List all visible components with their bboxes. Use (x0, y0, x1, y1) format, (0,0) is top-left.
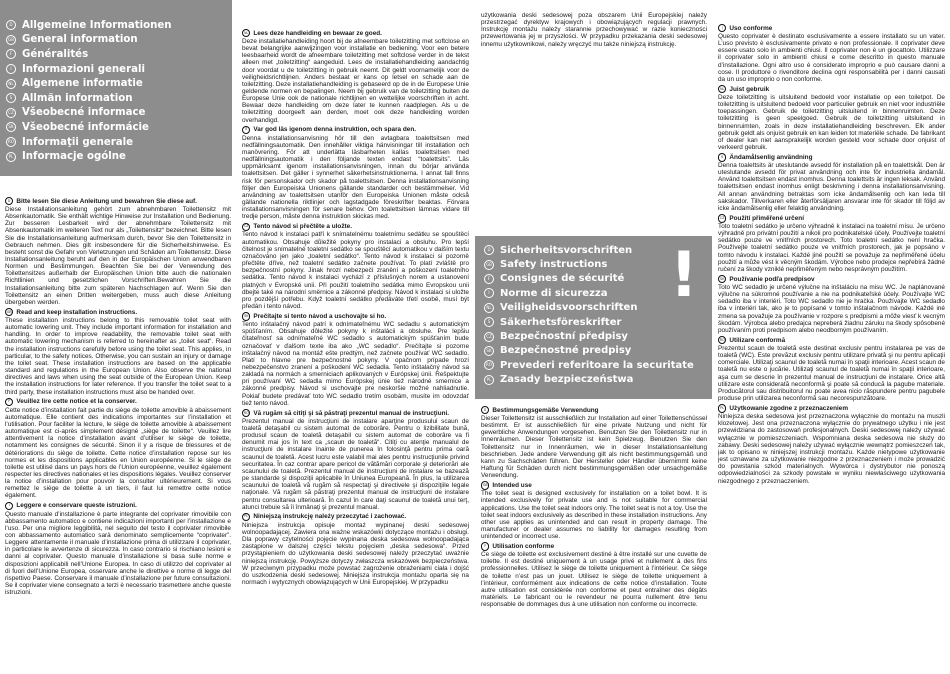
section-body: Prezentul manual de instrucţiuni de instalare aparţine produsului scaun de toaletă detaşabil cu sistem automat de coborâre. Pentru o lizibilitate bună, produsul scaun de toaletă detaşabil cu sistem automat de coborâre va fi denumit mai jos în text ca „scaun de toaletă“. Citiţi cu atenţie manualul de instrucţiuni de instalare înainte de punerea în folosinţă pentru prima oară scaunul de toaletă. Acest lucru este valabil mai ales pentru instrucţiunile privind securitatea. În caz contrar apare pericol de vătămări corporale şi deteriorări ale scaunului de toaletă. Prezentul manual de instrucţiuni de instalare se bazează pe standarde şi dispoziţii aplicabile în Uniunea Europeană. În plus, la utilizarea scaunului de toaletă vă rugăm să respectaţi şi directivele şi dispoziţiile legale naţionale. Vă rugăm să păstraţi prezentul manual de instrucţiuni de instalare pentru consultarea ulterioară. În cazul în care daţi scaunul de toaletă unui terţ, atunci trebuie să îi înmânaţi şi prezentul manual. (242, 417, 469, 511)
section-heading (242, 223, 469, 231)
section-title: Niniejszą instrukcję należy przeczytać i zachować. (253, 513, 407, 521)
general-info-heading-text: Allmän information (22, 92, 133, 104)
section-heading (242, 513, 469, 521)
text-column-2 (242, 29, 469, 669)
section-body: Toto toaletní sedátko je určeno výhradně k instalaci na toaletní mísu. Je určeno výhradně pro privátní použití a nikoli pro podnikatelské účely. Používejte toaletní sedátko pouze ve vnitřních prostorech. Toto toaletní sedátko není hračka. Používejte toaletní sedátko pouze ve vnitřních prostorech, jak je popsáno v tomto návodu k instalaci. Každé jiné použití se považuje za nepřiměřené účelu použití a může vést k věcným škodám. Výrobce nebo prodejce nepřebírá žádné ručení za škody vzniklé nepřiměřeným nebo nesprávným použitím. (718, 223, 945, 273)
general-info-heading (0, 135, 232, 150)
general-info-heading-text: Informaţii generale (22, 136, 134, 148)
safety-heading-text: Säkerhetsföreskrifter (500, 316, 622, 328)
general-info-heading-text: Informacje ogólne (22, 151, 126, 163)
section (718, 404, 945, 484)
section-title: Juist gebruik (729, 85, 770, 93)
section-title: Read and keep installation instructions. (16, 308, 138, 316)
safety-heading-text: Safety instructions (500, 259, 608, 271)
section (242, 312, 469, 407)
text-column-4 (718, 24, 945, 669)
section-heading (5, 502, 231, 510)
section-title: Prečítajte si tento návod a uschovajte si ho. (253, 312, 387, 320)
section-heading (718, 336, 945, 344)
country-code-icon: S (718, 153, 726, 161)
safety-heading-text: Sicherheitsvorschriften (500, 244, 633, 256)
section-heading (242, 312, 469, 320)
general-info-heading (0, 62, 232, 77)
section-title: Použití přiměřené určení (729, 214, 804, 222)
section-title: Uso conforme (729, 24, 773, 32)
country-code-icon: GB (5, 308, 13, 316)
section-title: Ändamålsenlig användning (729, 153, 813, 161)
section (242, 29, 469, 124)
section-heading (481, 481, 707, 489)
country-code-icon: RO (718, 336, 726, 344)
text-column-1 (5, 197, 231, 669)
section (718, 153, 945, 212)
country-code-icon: PL (484, 375, 494, 385)
safety-heading-text: Bezpečnostní předpisy (500, 331, 628, 343)
warning-exclamation-icon: ! (669, 238, 698, 311)
country-code-icon: F (5, 398, 13, 406)
country-code-icon: RO (6, 137, 16, 147)
country-code-icon: SK (718, 275, 726, 283)
section-body: Diese Installationsanleitung gehört zum abnehmbaren Toilettensitz mit Absenkautomatik. Sie enthält wichtige Hinweise zur Installation und Bedienung. Zur besseren Lesbarkeit wird der abnehmbare Toilettensitz mit Absenkautomatik im weiteren Text nur als „Toilettensitz“ bezeichnet. Bitte lesen Sie die Installationsanleitung aufmerksam durch, bevor Sie den Toilettensitz in Gebrauch nehmen. Dies gilt insbesondere für die Sicherheitshinweise. Es besteht sonst die Gefahr von Verletzungen und Schäden am Toilettensitz. Diese Installationsanleitung beruht auf den in der Europäischen Union anwendbaren Normen und Bestimmungen. Beachten Sie bei der Verwendung des Toilettensitzes außerhalb der Europäischen Union bitte auch die nationalen Richtlinien und gesetzlichen Vorschriften.Bewahren Sie die Installationsanleitung bitte zum späteren Nachschlagen auf. Wenn Sie den Toilettensitz an einen Dritten weitergeben, muss auch diese Anleitung übergeben werden. (5, 205, 231, 306)
safety-heading-text: Veiligheidsvoorschriften (500, 302, 638, 314)
section-heading (5, 398, 231, 406)
country-code-icon: PL (718, 404, 726, 412)
section-body: Niniejsza deska sedesowa jest przeznaczona wyłącznie do montażu na muszli klozetowej. Jest ona przeznaczona wyłącznie do prywatnego użytku i nie jest przewidziana do zastosowań profesjonalnych. Deski sedesowej należy używać wyłącznie w pomieszczeniach. Wspomniana deska sedesowa nie służy do zabawy. Deski sedesowej należy używać wyłącznie wewnątrz pomieszczeń tak, jak to opisano w niniejszej instrukcji montażu. Każde nietypowe użytkowanie jest uznawane za użytkowanie niezgodne z przeznaczeniem i może prowadzić do powstania szkód materialnych. Wytwórca i dystrybutor nie ponoszą odpowiedzialności za szkody powstałe w wyniku niewłaściwego użytkowania niezgodnego z przeznaczeniem. (718, 413, 945, 485)
section (481, 406, 707, 479)
general-info-heading-text: Généralités (22, 48, 89, 60)
country-code-icon: F (6, 49, 16, 59)
safety-heading-text: Norme di sicurezza (500, 287, 608, 299)
general-info-heading-text: General information (22, 34, 138, 46)
section-body: The toilet seat is designed exclusively for installation on a toilet bowl. It is intended exclusively for private use and is not suitable for commercial applications. Use the toilet seat indoors only. The toilet seat is not a toy. Use the toilet seat indoors exclusively as described in these installation instructions. Any other use applies as unintended and can result in property damage. The manufacturer or dealer assumes no liability for damages resulting from unintended or incorrect use. (481, 490, 707, 541)
section-title: Tento návod si přečtěte a uložte. (253, 223, 352, 231)
country-code-icon: CZ (718, 214, 726, 222)
country-code-icon: D (6, 20, 16, 30)
general-info-heading (0, 47, 232, 62)
section (242, 409, 469, 511)
country-code-icon: RO (484, 360, 494, 370)
section-title: Bestimmungsgemäße Verwendung (492, 406, 599, 414)
country-code-icon: PL (242, 513, 250, 521)
section-heading (5, 197, 231, 205)
country-code-icon: D (5, 197, 13, 205)
section-heading (718, 24, 945, 32)
section-title: Var god läs igenom denna instruktion, och spara den. (253, 126, 417, 134)
safety-heading (475, 315, 712, 329)
section-heading (718, 404, 945, 412)
section-heading (718, 275, 945, 283)
section-body: Denna toalettsits är uteslutande avsedd för installation på en toalettskål. Den är uteslutande avsedd för privat användning och inte för industriella ändamål. Använd toalettsitsen endast inomhus. Denna toalettsits är ingen leksak. Använd toalettsitsen endast inomhus enligt beskrivning i denna installationsanvisning. All annan användning betraktas som icke ändamålsenlig och kan leda till sakskador. Tillverkaren eller återförsäljaren ansvarar inte för skador till följd av icke ändamålsenlig eller felaktig användning. (718, 162, 945, 212)
section-heading (242, 126, 469, 134)
country-code-icon: I (484, 288, 494, 298)
country-code-icon: SK (6, 122, 16, 132)
country-code-icon: NL (242, 29, 250, 37)
section (5, 308, 231, 396)
section-title: Veuillez lire cette notice et la conserver. (16, 398, 137, 406)
general-info-heading-text: Allgemeine Informationen (22, 19, 172, 31)
country-code-icon: SK (242, 312, 250, 320)
section-title: Bitte lesen Sie diese Anleitung und bewahren Sie diese auf. (16, 197, 197, 205)
section-heading (718, 214, 945, 222)
section (481, 542, 707, 608)
section-heading (718, 153, 945, 161)
country-code-icon: SK (484, 346, 494, 356)
section-body: Deze toiletzitting is uitsluitend bedoeld voor installatie op een toiletpot. De toiletzitting is uitsluitend bedoeld voor particulier gebruik en niet voor industriële toepassingen. Gebruik de toiletzitting uitsluitend in binnenruimten. Deze toiletzitting is geen speelgoed. Gebruik de toiletzitting uitsluitend in binnenruimten, zoals in deze installatiehandleiding beschreven. Elk ander gebruik geldt als onjuist gebruik en kan leiden tot materiële schade. De fabrikant of dealer kan niet aansprakelijk worden gesteld voor schade door onjuist of verkeerd gebruik. (718, 93, 945, 151)
country-code-icon: F (484, 274, 494, 284)
country-code-icon: CZ (484, 332, 494, 342)
general-information-header (0, 0, 232, 176)
section (718, 85, 945, 151)
section-title: Utilizare conformă (729, 336, 786, 344)
safety-heading-text: Bezpečnostné predpisy (500, 345, 632, 357)
section (242, 126, 469, 221)
country-code-icon: S (6, 93, 16, 103)
country-code-icon: GB (481, 481, 489, 489)
country-code-icon: D (484, 245, 494, 255)
country-code-icon: I (6, 64, 16, 74)
safety-heading (475, 373, 712, 387)
safety-heading-text: Prevederi referitoare la securitate (500, 359, 694, 371)
section-body: Cette notice d’installation fait partie du siège de toilette amovible à abaissement automatique. Elle contient des indications importantes sur l’installation et l’utilisation. Pour faciliter la lecture, le siège de toilette amovible à abaissement automatique est ci-après simplement désigné „siège de toilette“. Veuillez lire attentivement la notice d’installation avant d’utiliser le siège de toilette, notamment les consignes de sécurité. Sinon il y a risque de blessures et de détériorations du siège de toilette. Cette notice d’installation repose sur les normes et les dispositions applicables en Union européenne. Si le siège de toilette est utilisé dans un pays hors de l’Union européenne, veuillez également respecter les directives nationales et les dispositions légales. Veuillez conserver la notice d’installation pour pouvoir la consulter ultérieurement. Si vous remettez le siège de toilette à un tiers, il faut lui remettre cette notice également. (5, 406, 231, 500)
section-body: Dieser Toilettensitz ist ausschließlich zur Installation auf einer Toilettenschüssel bestimmt. Er ist ausschließlich für eine private Nutzung und nicht für gewerbliche Anwendungen vorgesehen. Benutzen Sie den Toilettensitz nur in Innenräumen. Dieser Toilettensitz ist kein Spielzeug. Benutzen Sie den Toilettensitz nur in Innenräumen, wie in dieser Installationsanleitung beschrieben. Jede andere Verwendung gilt als nicht bestimmungsgemäß und kann zu Sachschäden führen. Der Hersteller oder Händler übernimmt keine Haftung für Schäden durch nicht bestimmungsgemäßen oder unsachgemäße Verwendung. (481, 414, 707, 480)
country-code-icon: GB (6, 35, 16, 45)
section-body: Deze installatiehandleiding hoort bij de afneembare toiletzitting met softclose en bevat belangrijke aanwijzingen voor installatie en bediening. Voor een betere leesbaarheid wordt de afneembare toiletzitting met softclose verder in de tekst alleen met „toiletzitting“ aangeduid. Lees de installatiehandleiding aandachtig door voordat u de toiletzitting in gebruik neemt. Dit geldt voornamelijk voor de veiligheidsrichtlijnen. Anders bestaat er kans op letsel en schade aan de toiletzitting. Deze installatiehandleiding is gebaseerd op de in de Europese Unie geldende normen en bepalingen. Neem bij gebruik van de toiletzitting buiten de Europese Unie ook de nationale richtlijnen en wettelijke voorschriften in acht. Bewaar deze handleiding om deze later te kunnen raadplegen. Als u de toiletzitting doorgeeft aan derden, moet ook deze handleiding worden overhandigd. (242, 37, 469, 124)
safety-instructions-header (475, 236, 712, 399)
country-code-icon: CZ (242, 223, 250, 231)
country-code-icon: RO (242, 409, 250, 417)
section-body: These installation instructions belong to this removable toilet seat with automatic lowering unit. They include important information for installation and handling. In order to improve readability, the removable toilet seat with automatic lowering mechanism is referred to hereinafter as „toilet seat“. Read the installation instructions carefully before using the toilet seat. This applies, in particular, to the safety notices. Otherwise, you can sustain an injury or damage the toilet seat. These installation instructions are based on the applicable standard and regulations in the European Union. Also observe the national directives and laws when using the seat outside of the European Union. Keep the installation instructions for later reference. If you transfer the toilet seat to a third party, these installation instructions must also be handed over. (5, 316, 231, 396)
general-info-heading-text: Všeobecné informace (22, 107, 146, 119)
country-code-icon: S (484, 317, 494, 327)
general-info-heading (0, 76, 232, 91)
section-body: Tento inštalačný návod patrí k odnímateľnému WC sedadlu s automatickým spúšťaním. Obsahuje dôležité pokyny k inštalácii a obsluhe. Pre lepšiu čitateľnosť sa odnímateľné WC sedadlo s automatickým spúšťaním bude označovať v ďalšom texte iba ako „WC sedadlo“. Prečítajte si pozorne inštalačný návod na montáž ešte predtým, než začnete používať WC sedadlo. Platí to hlavne pre bezpečnostné pokyny. V opačnom prípade hrozí nebezpečenstvo zranení a poškodení WC sedadla. Tento inštalačný návod sa zakladá na normách a smerniciach aplikovaných v Európskej únii. Rešpektujte pri používaní WC sedadla mimo Európskej únie tiež národné smernice a zákonné predpisy. Návod si uschovajte pre neskoršie možné nahliadnutie. Pokiaľ budete predávať toto WC sedadlo tretím osobám, musíte im odovzdať tiež tento návod. (242, 321, 469, 407)
section (718, 214, 945, 273)
section-body: Niniejsza instrukcja opisuje montaż wypinanej deski sedesowej wolnoopadającej. Zawiera ona ważne wskazówki dotyczące montażu i obsługi. Dla poprawy czytelności pojęcie wypinana deska sedesowa wolnoopadająca zastąpione w dalszej części tekstu pojęciem „deska sedesowa“. Przed przystąpieniem do użytkowania deski sedesowej należy przeczytać uważnie niniejszą instrukcję. Powyższe dotyczy zwłaszcza wskazówek bezpieczeństwa. W przeciwnym przypadku może powstać zagrożenie obrażeniami ciała i dojść do uszkodzenia deski sedesowej. Niniejsza instrukcja montażu oparta się na normach i wytycznych obowiązujących w Unii Europejskiej. W przypadku (242, 521, 469, 586)
section-title: Leggere e conservare queste istruzioni. (16, 502, 137, 510)
section-title: Používanie podľa predpisov (729, 275, 815, 283)
country-code-icon: I (5, 502, 13, 510)
section-title: Lees deze handleiding en bewaar ze goed. (253, 29, 382, 37)
general-info-heading (0, 149, 232, 164)
section-body-continued: użytkowania deski sedesowej poza obszarem Unii Europejskiej należy przestrzegać dyrektyw krajowych i obowiązujących regulacji prawnych. Instrukcję montażu należy starannie przechowywać w razie konieczności przewertowania jej w przyszłości. W przypadku przekazania deski sedesowej innemu użytkownikowi, należy wręczyć mu także niniejszą instrukcję. (481, 12, 707, 48)
general-info-heading (0, 106, 232, 121)
section (718, 336, 945, 402)
section-body: Questo manuale d’installazione è parte integrante del coprivater rimovibile con abbassamento automatico e contiene indicazioni importanti per l’installazione e l’uso. Per una migliore leggibilità, nel seguito del testo il coprivater rimovibile con abbassamento automatico sarà denominato semplicemente “coprivater”. Leggere attentamente il manuale d’installazione prima di utilizzare il coprivater, in particolare le avvertenze di sicurezza. In caso contrario si rischiano lesioni e danni al coprivater. Questo manuale d’installazione si basa sulle norme e disposizioni applicabili nell’Unione Europea. In caso di utilizzo del coprivater al di fuori dell’Unione Europea, osservare anche le direttive e norme di legge del rispettivo Paese. Conservare il manuale d’installazione per future consultazioni. Se il coprivater viene consegnato a terzi è necessario trasmettere anche queste istruzioni. (5, 510, 231, 597)
general-info-heading (0, 91, 232, 106)
country-code-icon: D (481, 406, 489, 414)
safety-heading (475, 358, 712, 372)
general-info-heading (0, 33, 232, 48)
section (718, 275, 945, 334)
section (242, 223, 469, 311)
safety-heading (475, 329, 712, 343)
section-body: Questo coprivater è destinato esclusivamente a essere installato su un vater. L’uso previsto è esclusivamente privato e non professionale. Il coprivater deve essere usato solo in ambienti chiusi. Il coprivater non è un giocattolo. Utilizzare il coprivater solo in ambienti chiusi e come descritto in questo manuale d’installazione. Ogni altro uso è considerato improprio e può causare danni a cose. Il produttore o rivenditore declina ogni responsabilità per i danni causati da un uso improprio o non conforme. (718, 32, 945, 83)
section (718, 24, 945, 83)
section-heading (242, 409, 469, 417)
safety-heading (475, 344, 712, 358)
general-info-heading-text: Všeobecné informácie (22, 121, 149, 133)
country-code-icon: S (242, 126, 250, 134)
country-code-icon: NL (6, 79, 16, 89)
section (5, 197, 231, 306)
country-code-icon: GB (484, 260, 494, 270)
section-title: Użytkowanie zgodne z przeznaczeniem (729, 404, 848, 412)
section-title: Vă rugăm să citiţi şi să păstraţi prezentul manual de instrucţiuni. (253, 409, 450, 417)
country-code-icon: NL (484, 303, 494, 313)
safety-heading-text: Zasady bezpieczeństwa (500, 374, 634, 386)
section-title: Intended use (492, 481, 532, 489)
country-code-icon: F (481, 542, 489, 550)
country-code-icon: CZ (6, 108, 16, 118)
section-body: Denna installationsanvisning hör till den avtagbara toalettsitsen med nedfällningsautomatik. Den innehåller viktiga hänvisningar till installation och manövrering. För att underlätta läsbarheten kallas toalettsitsen med nedfällningsautomatik i den följande texten endast “toalettsits”. Läs uppmärksamt igenom installationsanvisningen, innan du börjar använda toalettsitsen. Det gäller i synnerhet säkerhetsinstruktionerna. I annat fall finns risk för personskador och skador på toalettsitsen. Denna installationsanvisning följer den Europeiska Unionens gällande standarder och bestämmelser. Vid användning av toalettsitsen utanför den Europeiska Unionen måste också gällande nationella riktlinjer och lagstadgade föreskrifter beaktas. Förvara installationsanvisningen för senare behov. Om toalettsitsen lämnas vidare till tredje person, måste denna instruktion skickas med. (242, 134, 469, 221)
section (481, 481, 707, 540)
country-code-icon: NL (718, 85, 726, 93)
general-info-heading-text: Algemene informatie (22, 78, 143, 90)
section-body: Toto WC sedadlo je určené výlučne na inštaláciu na misu WC. Je naplánované výlučne na súkromné používanie a nie na podnikateľské účely. Používajte WC sedadlo iba v interiéri. Toto WC sedadlo nie je hračka. Používajte WC sedadlo iba v interiéri tak, ako je to popísané v tomto inštalačnom návode. Každé iné zmena sa považuje za používanie v rozpore s predpismi a môže viesť k vecným škodám. Výrobca alebo predajca nepreberá žiadnu záruku na škody spôsobené používaním proti predpisom alebo neodborným používaním. (718, 283, 945, 334)
section-title: Utilisation conforme (492, 542, 555, 550)
safety-heading-text: Consignes de sécurité (500, 273, 625, 285)
country-code-icon: PL (6, 152, 16, 162)
section-heading (481, 542, 707, 550)
text-column-3-top (481, 12, 707, 50)
section (242, 513, 469, 586)
general-info-heading-text: Informazioni generali (22, 63, 145, 75)
text-column-3 (481, 406, 707, 669)
section-heading (242, 29, 469, 37)
section-body: Tento návod k instalaci patří k snímatelnému toaletnímu sedátku se spouštěcí automatikou. Obsahuje důležité pokyny pro instalaci a obsluhu. Pro lepší čitelnost je snímatelné toaletní sedátko se spouštěcí automatikou v dalším textu označováno jen jako „toaletní sedátko“. Tento návod k instalaci si pozorně přečtěte dříve, než toaletní sedátko začnete používat. To platí zvláště pro bezpečnostní pokyny. Jinak hrozí nebezpečí zranění a poškození toaletního sedátka. Tento návod k instalaci vychází z příslušných norem a ustanovení platných v Evropské unii. Při použití toaletního sedátka mimo Evropskou unii dbejte také na národní směrnice a zákonné předpisy. Návod k instalaci si uložte pro pozdější potřebu. Když toaletní sedátko předáváte třetí osobě, musí být předán i tento návod. (242, 231, 469, 310)
general-info-heading (0, 18, 232, 33)
section-heading (718, 85, 945, 93)
section-body: Ce siège de toilette est exclusivement destiné à être installé sur une cuvette de toilette. Il est destiné uniquement à un usage privé et nullement à des fins professionnelles. Utilisez le siège de toilette uniquement à l’intérieur. Ce siège de toilette n’est pas un jouet. Utilisez le siège de toilette uniquement à l’intérieur, conformément aux indications de cette notice d’installation. Toute autre utilisation est considérée non conforme et peut entraîner des dégâts matériels. Le fabricant ou le revendeur ne pourra nullement être tenu responsable de dommages dus à une utilisation non conforme ou incorrecte. (481, 551, 707, 609)
general-info-heading (0, 120, 232, 135)
section-heading (5, 308, 231, 316)
section-heading (481, 406, 707, 414)
section (5, 398, 231, 500)
section (5, 502, 231, 597)
section-body: Prezentul scaun de toaletă este destinat exclusiv pentru instalarea pe vas de toaletă (WC). Este prevăzut exclusiv pentru utilizare privată şi nu pentru aplicaţii comerciale. Utilizaţi scaunul de toaletă numai în spaţii interioare. Acest scaun de toaletă nu este o jucărie. Utilizaţi scaunul de toaletă numai în spaţii interioare, aşa cum se descrie în prezentul manual de instrucţiuni de instalare. Orice altă utilizare este considerată neconformă şi poate să conducă la pagube materiale. Producătorul sau distribuitorul nu poate avea nicio răspundere pentru pagubele produse prin utilizarea neconformă sau necorespunzătoare. (718, 344, 945, 403)
country-code-icon: I (718, 24, 726, 32)
